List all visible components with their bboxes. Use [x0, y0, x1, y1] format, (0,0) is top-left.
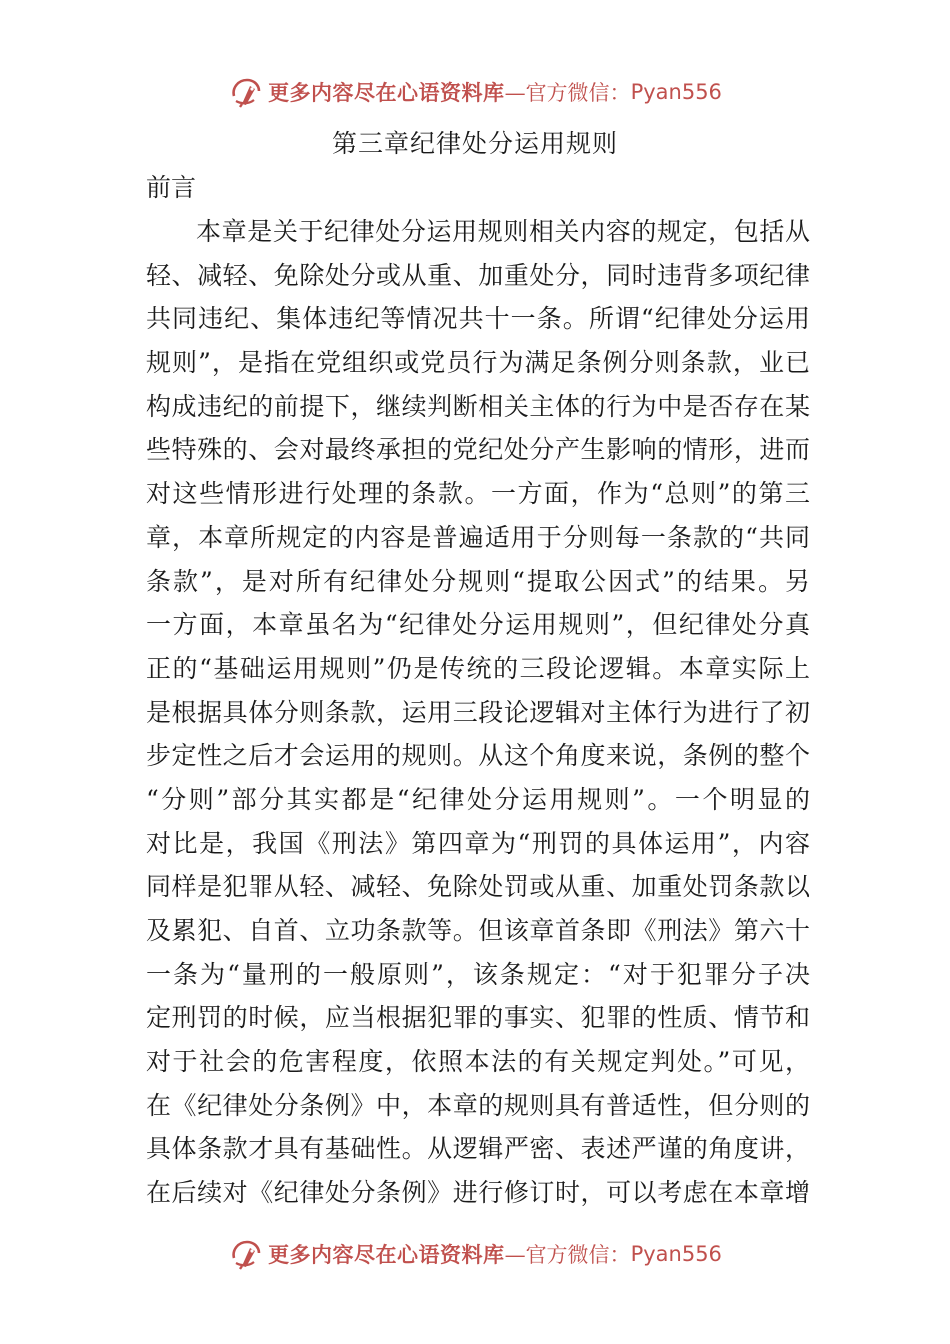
body-line: 步定性之后才会运用的规则。从这个角度来说，条例的整个 [146, 741, 810, 771]
chapter-title: 第三章纪律处分运用规则 [331, 129, 618, 158]
section-heading: 前言 [146, 173, 197, 202]
watermark-wechat-id: Pyan556 [630, 1242, 722, 1266]
body-line: 构成违纪的前提下，继续判断相关主体的行为中是否存在某 [146, 391, 810, 421]
body-line: 及累犯、自首、立功条款等。但该章首条即《刑法》第六十 [146, 916, 810, 945]
footer-watermark-banner [0, 1232, 950, 1276]
body-line: 对这些情形进行处理的条款。一方面，作为“总则”的第三 [146, 479, 810, 509]
body-line: “分则”部分其实都是“纪律处分运用规则”。一个明显的 [146, 784, 810, 814]
body-line: 一条为“量刑的一般原则”，该条规定：“对于犯罪分子决 [146, 959, 810, 989]
body-line: 共同违纪、集体违纪等情况共十一条。所谓“纪律处分运用 [146, 304, 810, 334]
body-line: 些特殊的、会对最终承担的党纪处分产生影响的情形，进而 [146, 435, 810, 465]
body-line: 对于社会的危害程度，依照本法的有关规定判处。”可见， [146, 1047, 810, 1077]
watermark-wechat-label: —官方微信： [504, 1243, 631, 1267]
watermark-wechat-label: —官方微信： [504, 81, 631, 105]
watermark-wechat-id: Pyan556 [630, 80, 722, 104]
body-line: 在《纪律处分条例》中，本章的规则具有普适性，但分则的 [146, 1090, 810, 1120]
watermark-brand-text: 更多内容尽在心语资料库 [268, 80, 505, 105]
body-line: 规则”，是指在党组织或党员行为满足条例分则条款，业已 [146, 348, 810, 378]
body-line: 是根据具体分则条款，运用三段论逻辑对主体行为进行了初 [146, 697, 810, 727]
watermark-brand-text: 更多内容尽在心语资料库 [268, 1242, 505, 1267]
body-line: 同样是犯罪从轻、减轻、免除处罚或从重、加重处罚条款以 [146, 872, 810, 902]
body-line: 在后续对《纪律处分条例》进行修订时，可以考虑在本章增 [146, 1178, 810, 1208]
body-line: 定刑罚的时候，应当根据犯罪的事实、犯罪的性质、情节和 [146, 1003, 810, 1033]
pen-nib-logo-icon [228, 74, 264, 110]
header-watermark-banner [0, 70, 950, 114]
body-line: 具体条款才具有基础性。从逻辑严密、表述严谨的角度讲， [146, 1134, 810, 1164]
body-line: 条款”，是对所有纪律处分规则“提取公因式”的结果。另 [146, 566, 810, 596]
body-paragraph [146, 210, 810, 1215]
body-line: 一方面，本章虽名为“纪律处分运用规则”，但纪律处分真 [146, 610, 810, 640]
pen-nib-logo-icon [228, 1236, 264, 1272]
body-line: 本章是关于纪律处分运用规则相关内容的规定，包括从 [196, 217, 810, 246]
body-line: 对比是，我国《刑法》第四章为“刑罚的具体运用”，内容 [146, 828, 810, 858]
body-line: 轻、减轻、免除处分或从重、加重处分，同时违背多项纪律 [146, 260, 810, 290]
body-line: 正的“基础运用规则”仍是传统的三段论逻辑。本章实际上 [146, 653, 810, 683]
body-line: 章，本章所规定的内容是普遍适用于分则每一条款的“共同 [146, 522, 810, 552]
